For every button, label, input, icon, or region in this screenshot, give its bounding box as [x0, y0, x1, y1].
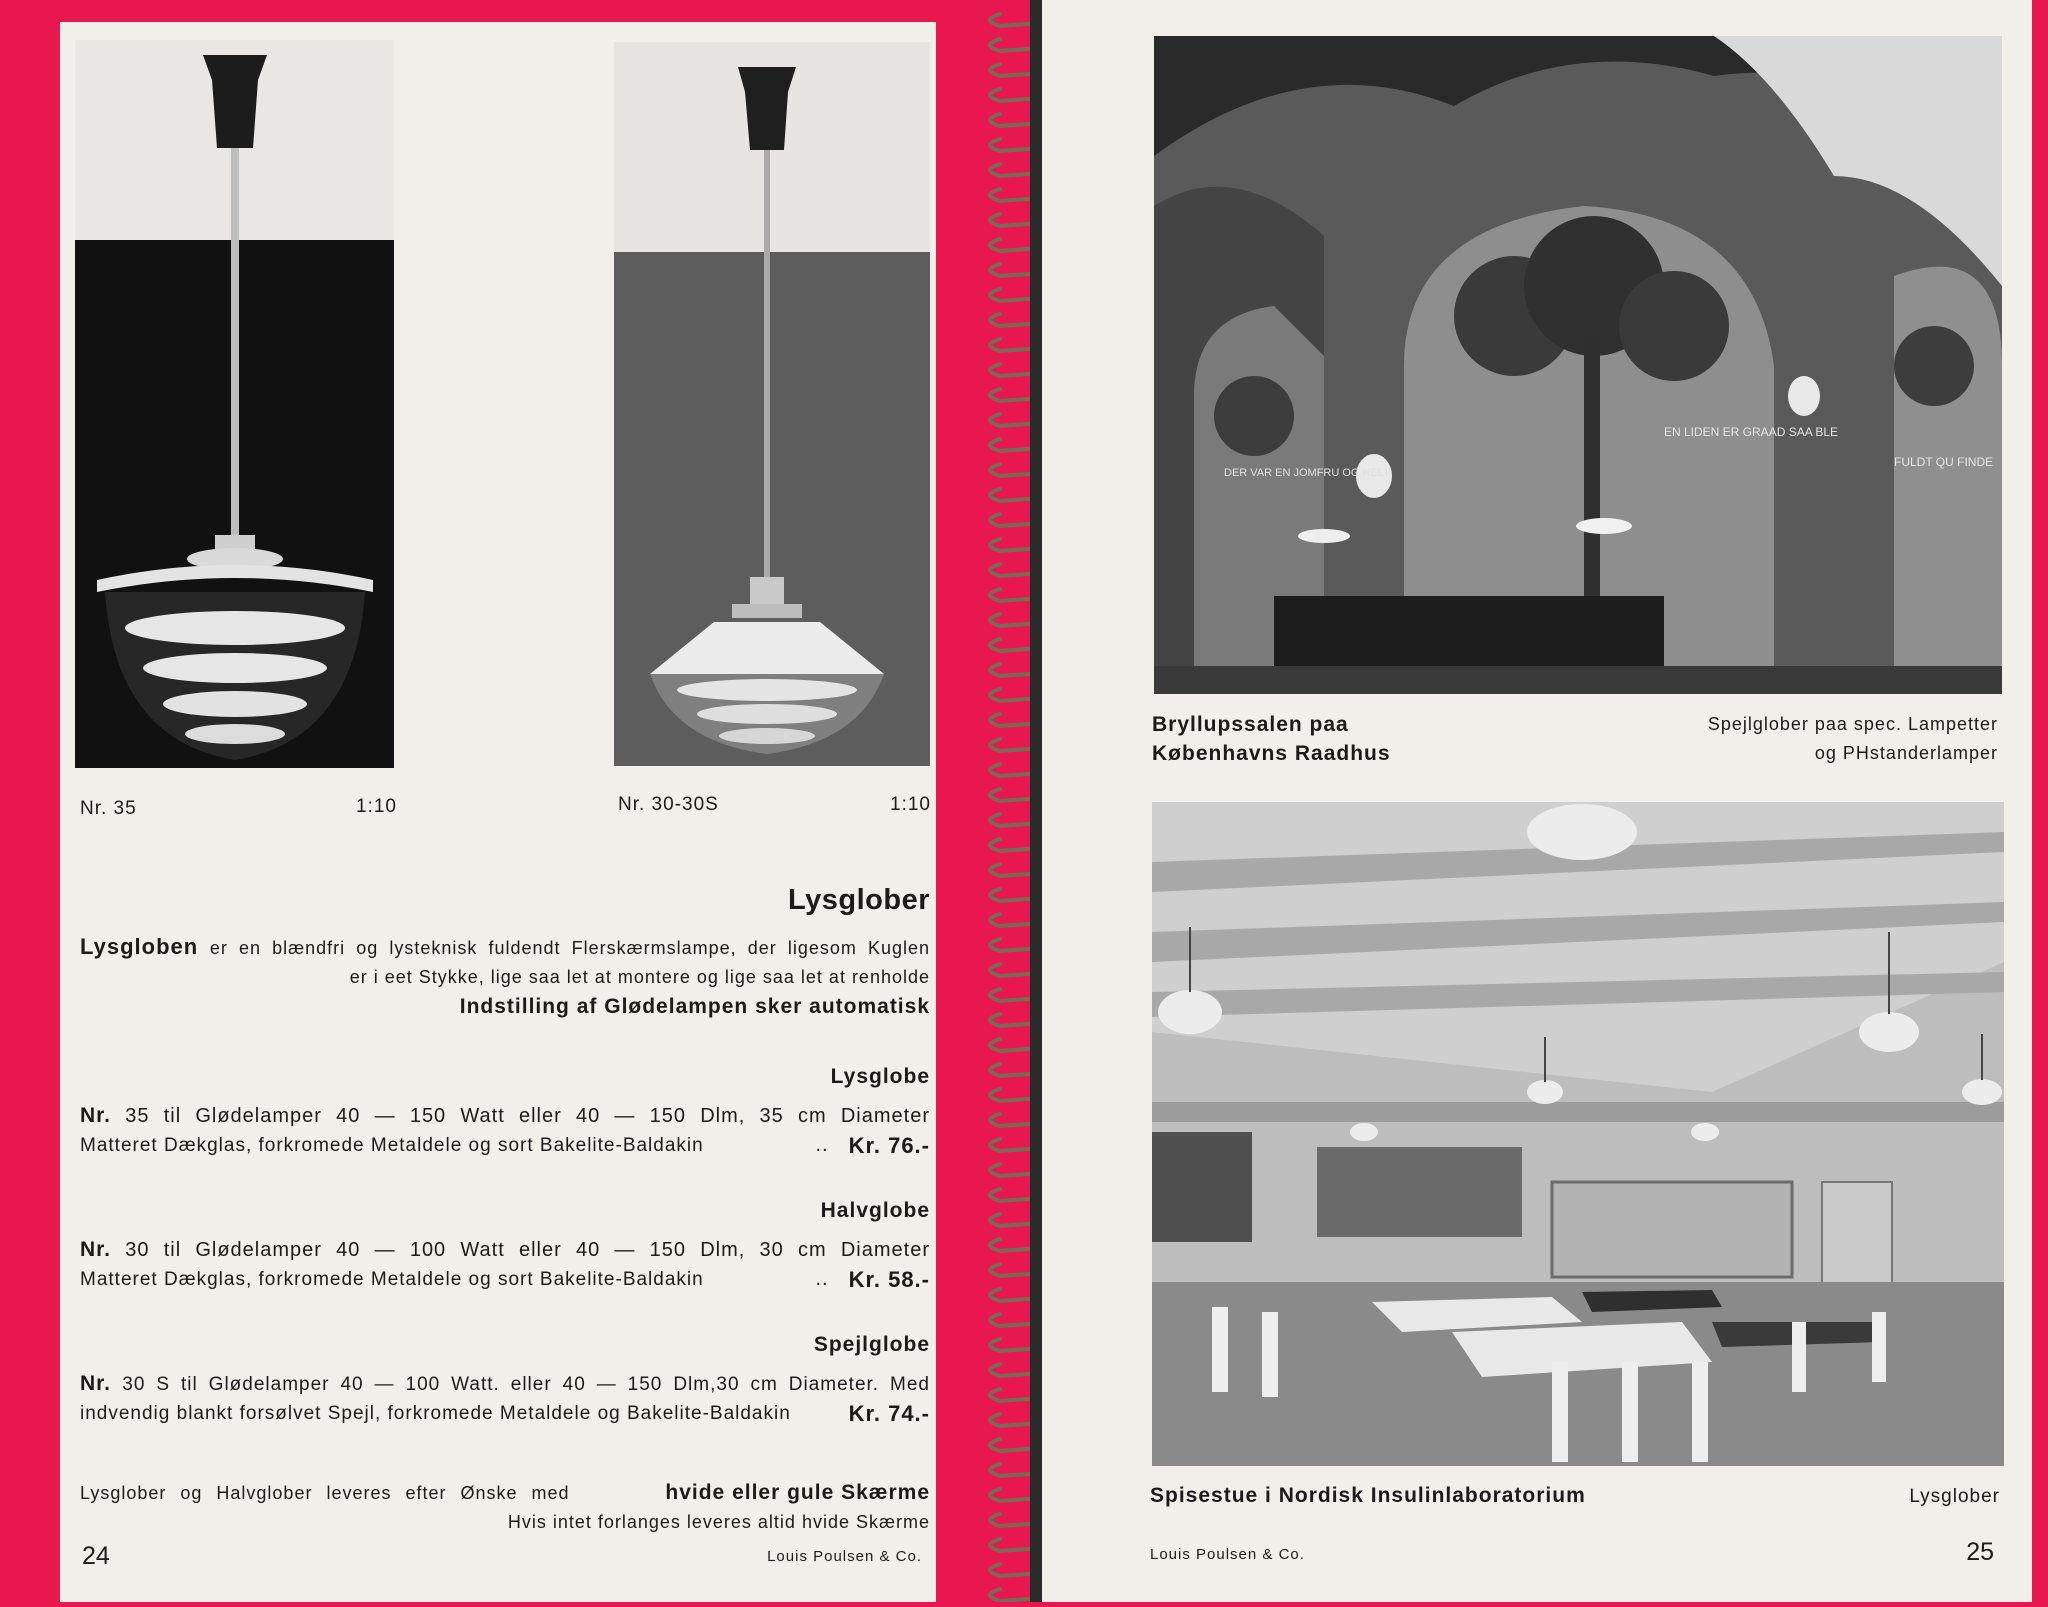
section-halvglobe-line-2-text: Matteret Dækglas, forkromede Metaldele og sort Bakelite-Baldakin — [80, 1269, 704, 1290]
binding-strip — [1030, 0, 1042, 1602]
section-lysglobe — [80, 1062, 930, 1160]
section-spejlglobe-nr: Nr. — [80, 1372, 112, 1395]
section-lysglobe-line-1 — [80, 1101, 930, 1131]
section-lysglobe-dots: .. — [815, 1134, 829, 1156]
section-spejlglobe-price: Kr. 74.- — [848, 1401, 930, 1426]
wedding-hall-caption-right-line-1: Spejlglober paa spec. Lampetter — [1707, 714, 1998, 734]
intro-line-2: er i eet Stykke, lige saa let at montere og lige saa let at renholde — [349, 967, 930, 987]
section-spejlglobe-title: Spejlglobe — [813, 1333, 930, 1356]
wedding-hall-caption-right-line-2: og PHstanderlamper — [1814, 743, 1998, 763]
dining-room-caption: Spisestue i Nordisk Insulinlaboratorium — [1150, 1484, 1586, 1507]
section-lysglobe-price: Kr. 76.- — [848, 1133, 930, 1158]
dining-room-photo — [1152, 802, 2004, 1466]
left-page — [60, 22, 936, 1602]
section-lysglobe-line-2 — [80, 1131, 930, 1160]
section-halvglobe-line-1 — [80, 1235, 930, 1265]
lamp-nr30-photo — [614, 42, 930, 766]
footer-note-part-1: Lysglober og Halvglober leveres efter Ønske med — [80, 1483, 570, 1503]
section-spejlglobe-line-1 — [80, 1369, 930, 1399]
mural-inscription-left: DER VAR EN JOMFRU OG HELT — [1224, 467, 1390, 479]
section-lysglobe-line-1-text: 35 til Glødelamper 40 — 150 Watt eller 40 — 150 Dlm, 35 cm Diameter — [125, 1105, 930, 1127]
mural-inscription-right: FULDT QU FINDE — [1894, 455, 1994, 469]
section-halvglobe — [80, 1196, 930, 1294]
section-halvglobe-title: Halvglobe — [820, 1199, 930, 1222]
intro-lead: Lysgloben — [80, 934, 199, 959]
section-lysglobe-title: Lysglobe — [830, 1065, 930, 1088]
section-lysglobe-nr: Nr. — [80, 1104, 112, 1127]
right-page — [1042, 0, 2032, 1602]
section-lysglobe-line-2-text: Matteret Dækglas, forkromede Metaldele og sort Bakelite-Baldakin — [80, 1135, 704, 1156]
section-spejlglobe-line-1-text: 30 S til Glødelamper 40 — 100 Watt. eller 40 — 150 Dlm,30 cm Diameter. Med — [122, 1374, 930, 1395]
wedding-hall-caption — [1152, 710, 1391, 768]
publisher-left: Louis Poulsen & Co. — [767, 1548, 922, 1565]
section-halvglobe-dots: .. — [815, 1268, 829, 1290]
wedding-hall-photo — [1154, 36, 2002, 694]
product-nr30-scale: 1:10 — [890, 794, 931, 815]
product-nr30-label: Nr. 30-30S — [618, 794, 719, 815]
wedding-hall-caption-line-2: Københavns Raadhus — [1152, 742, 1391, 765]
section-halvglobe-price: Kr. 58.- — [848, 1267, 930, 1292]
dining-room-caption-right: Lysglober — [1909, 1486, 2000, 1507]
wedding-hall-caption-line-1: Bryllupssalen paa — [1152, 713, 1349, 736]
wedding-hall-caption-right — [1708, 710, 1998, 768]
page-heading: Lysglober — [787, 884, 930, 916]
intro-line-3: Indstilling af Glødelampen sker automatisk — [459, 995, 930, 1018]
footer-note — [80, 1478, 930, 1537]
lamp-nr35-photo — [75, 40, 394, 768]
section-spejlglobe-line-2 — [80, 1399, 930, 1428]
section-spejlglobe-line-2-text: indvendig blankt forsølvet Spejl, forkromede Metaldele og Bakelite-Baldakin — [80, 1403, 791, 1424]
mural-inscription-center: EN LIDEN ER GRAAD SAA BLE — [1664, 425, 1839, 439]
footer-note-line-1 — [80, 1478, 930, 1508]
product-nr35-scale: 1:10 — [356, 796, 397, 817]
product-nr35-label: Nr. 35 — [80, 798, 137, 819]
intro-line-1-text: er en blændfri og lysteknisk fuldendt Flerskærmslampe, der ligesom Kuglen — [209, 938, 930, 958]
page-number-right: 25 — [1966, 1538, 1994, 1566]
footer-note-line-2: Hvis intet forlanges leveres altid hvide Skærme — [507, 1512, 930, 1532]
page-number-left: 24 — [82, 1542, 110, 1570]
footer-note-part-2: hvide eller gule Skærme — [665, 1481, 930, 1504]
section-halvglobe-line-1-text: 30 til Glødelamper 40 — 100 Watt eller 40 — 150 Dlm, 30 cm Diameter — [125, 1239, 930, 1261]
intro-line-1 — [80, 932, 930, 963]
section-halvglobe-nr: Nr. — [80, 1238, 112, 1261]
section-halvglobe-line-2 — [80, 1265, 930, 1294]
section-spejlglobe — [80, 1330, 930, 1428]
publisher-right: Louis Poulsen & Co. — [1150, 1546, 1305, 1563]
intro-paragraph — [80, 932, 930, 1021]
